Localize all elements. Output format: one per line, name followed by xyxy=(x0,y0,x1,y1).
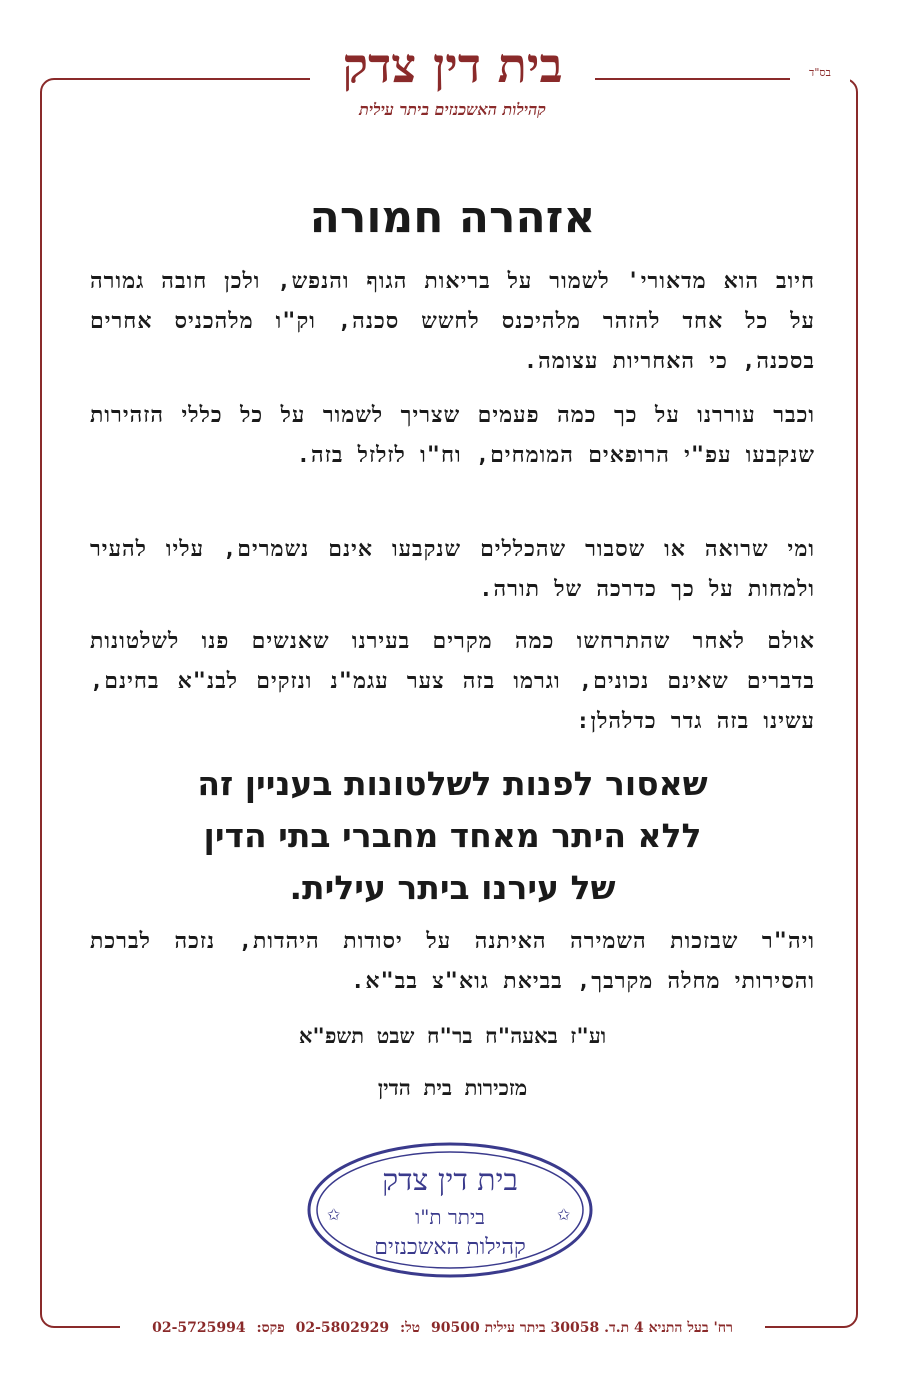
footer-fax-label: פקס: xyxy=(256,1320,285,1336)
paragraph-2: וכבר עוררנו על כך כמה פעמים שצריך לשמור על כל כללי הזהירות שנקבעו עפ"י הרופאים המומחים, וח"ו לזלזל בזה. xyxy=(90,403,815,468)
bsd-mark: בס"ד xyxy=(809,66,831,79)
date-line: וע"ז באעה"ח בר"ח שבט תשפ"א xyxy=(298,1024,607,1048)
letterhead-title: בית דין צדק xyxy=(342,38,563,94)
court-stamp xyxy=(305,1140,595,1280)
emphasis-block xyxy=(90,758,815,914)
paragraph-1: חיוב הוא מדאורי' לשמור על בריאות הגוף והנפש, ולכן חובה גמורה על כל אחד להזהר מלהיכנס לחשש סכנה, וק"ו מלהכניס אחרים בסכנה, כי האחריות עצומה. xyxy=(90,269,815,374)
emphasis-line-3: של עירנו ביתר עילית. xyxy=(289,868,616,907)
letterhead-subtitle: קהילות האשכנזים ביתר עילית xyxy=(359,100,546,119)
footer-phone: 02-5802929 xyxy=(295,1320,390,1336)
star-icon-left: ✩ xyxy=(327,1205,341,1224)
stamp-line-1: בית דין צדק xyxy=(382,1163,518,1198)
stamp-line-3: קהילות האשכנזים xyxy=(374,1235,526,1260)
closing-paragraph: ויה"ר שבזכות השמירה האיתנה על יסודות היהדות, נזכה לברכת והסירותי מחלה מקרבך, בביאת גוא"צ בב"א. xyxy=(90,929,815,994)
notice-title: אזהרה חמורה xyxy=(309,192,596,243)
emphasis-line-1: שאסור לפנות לשלטונות בעניין זה xyxy=(197,764,708,803)
footer-fax: 02-5725994 xyxy=(152,1320,246,1336)
signature-line: מזכירות בית הדין xyxy=(377,1076,528,1100)
emphasis-line-2: ללא היתר מאחד מחברי בתי הדין xyxy=(203,816,702,855)
paragraph-3: ומי שרואה או שסבור שהכללים שנקבעו אינם נשמרים, עליו להעיר ולמחות על כך כדרכה של תורה. xyxy=(90,537,815,602)
footer-address: רח' בעל התניא 4 ת.ד. 30058 ביתר עילית 90500 xyxy=(431,1320,733,1336)
footer-phone-label: טל: xyxy=(399,1320,421,1336)
star-icon-right: ✩ xyxy=(557,1205,571,1224)
paragraph-4: אולם לאחר שהתרחשו כמה מקרים בעירנו שאנשים פנו לשלטונות בדברים שאינם נכונים, וגרמו בזה צער עגמ"נ ונזקים לבנ"א בחינם, עשינו בזה גדר כדלהלן: xyxy=(90,629,815,734)
footer-contact xyxy=(120,1320,765,1337)
stamp-line-2: ביתר ת"ו xyxy=(415,1205,485,1229)
